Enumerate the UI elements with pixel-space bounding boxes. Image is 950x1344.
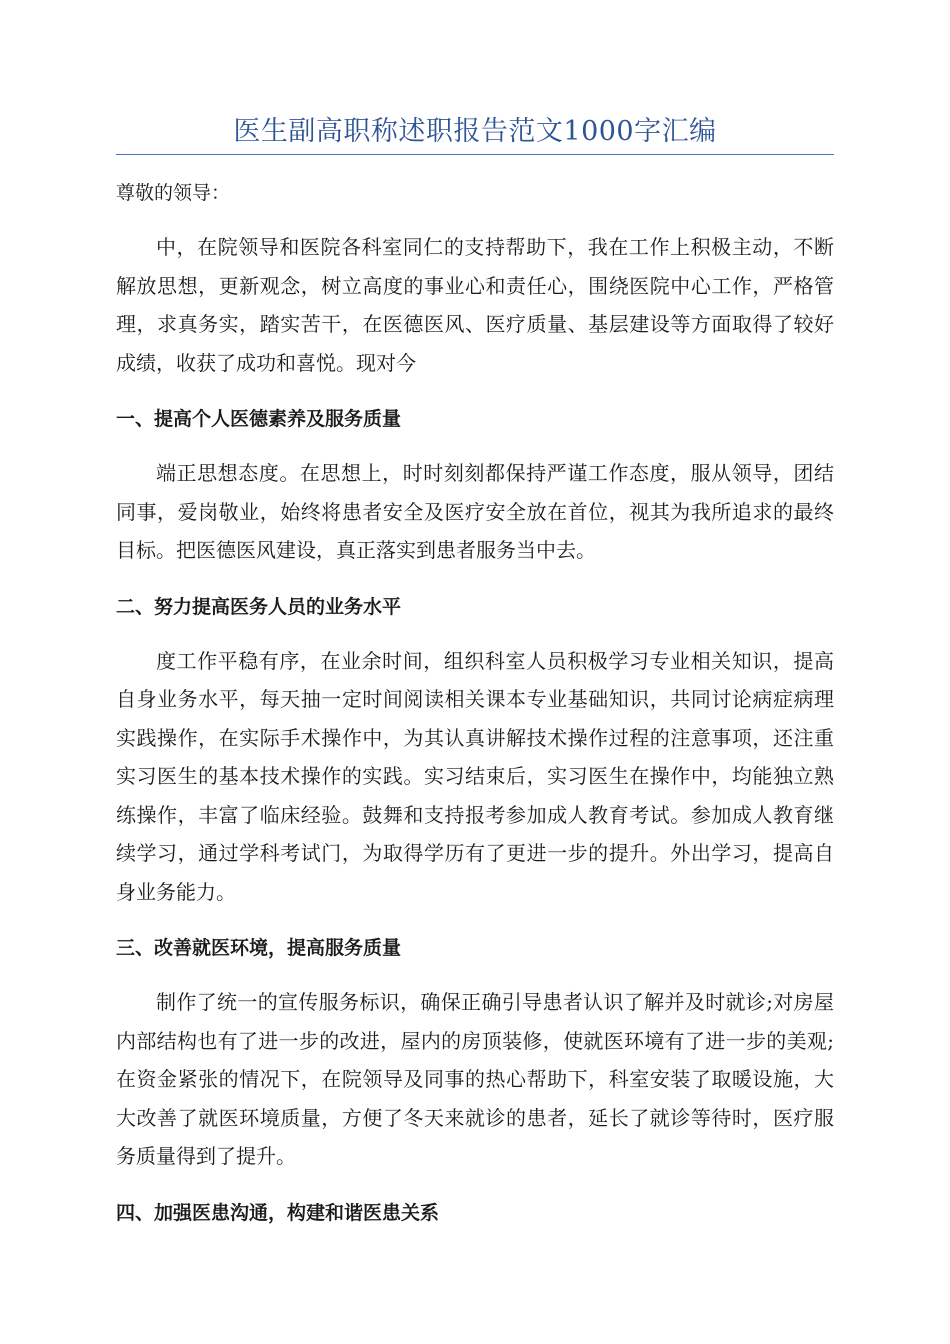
section-body-3: 制作了统一的宣传服务标识，确保正确引导患者认识了解并及时就诊;对房屋内部结构也有了进一步的改进，屋内的房顶装修，使就医环境有了进一步的美观;在资金紧张的情况下，在院领导及同事的热心帮助下，科室安装了取暖设施，大大改善了就医环境质量，方便了冬天来就诊的患者，延长了就诊等待时，医疗服务质量得到了提升。 (116, 990, 834, 1168)
section-heading-2: 二、努力提高医务人员的业务水平 (116, 595, 402, 618)
section-heading-1: 一、提高个人医德素养及服务质量 (116, 408, 402, 430)
intro-paragraph: 中，在院领导和医院各科室同仁的支持帮助下，我在工作上积极主动，不断解放思想，更新观念，树立高度的事业心和责任心，围绕医院中心工作，严格管理，求真务实，踏实苦干，在医德医风、医疗质量、基层建设等方面取得了较好成绩，收获了成功和喜悦。现对今 (116, 235, 834, 375)
document-body (116, 174, 834, 1248)
section-body-2: 度工作平稳有序，在业余时间，组织科室人员积极学习专业相关知识，提高自身业务水平，每天抽一定时间阅读相关课本专业基础知识，共同讨论病症病理实践操作，在实际手术操作中，为其认真讲解技术操作过程的注意事项，还注重实习医生的基本技术操作的实践。实习结束后，实习医生在操作中，均能独立熟练操作，丰富了临床经验。鼓舞和支持报考参加成人教育考试。参加成人教育继续学习，通过学科考试门，为取得学历有了更进一步的提升。外出学习，提高自身业务能力。 (116, 648, 834, 904)
salutation: 尊敬的领导： (116, 182, 231, 204)
section-heading-4: 四、加强医患沟通，构建和谐医患关系 (116, 1201, 440, 1224)
title-underline (116, 154, 834, 155)
section-body-1: 端正思想态度。在思想上，时时刻刻都保持严谨工作态度，服从领导，团结同事，爱岗敬业，始终将患者安全及医疗安全放在首位，视其为我所追求的最终目标。把医德医风建设，真正落实到患者服务当中去。 (116, 461, 834, 562)
section-heading-3: 三、改善就医环境，提高服务质量 (116, 937, 402, 959)
document-title: 医生副高职称述职报告范文1000字汇编 (233, 116, 717, 147)
